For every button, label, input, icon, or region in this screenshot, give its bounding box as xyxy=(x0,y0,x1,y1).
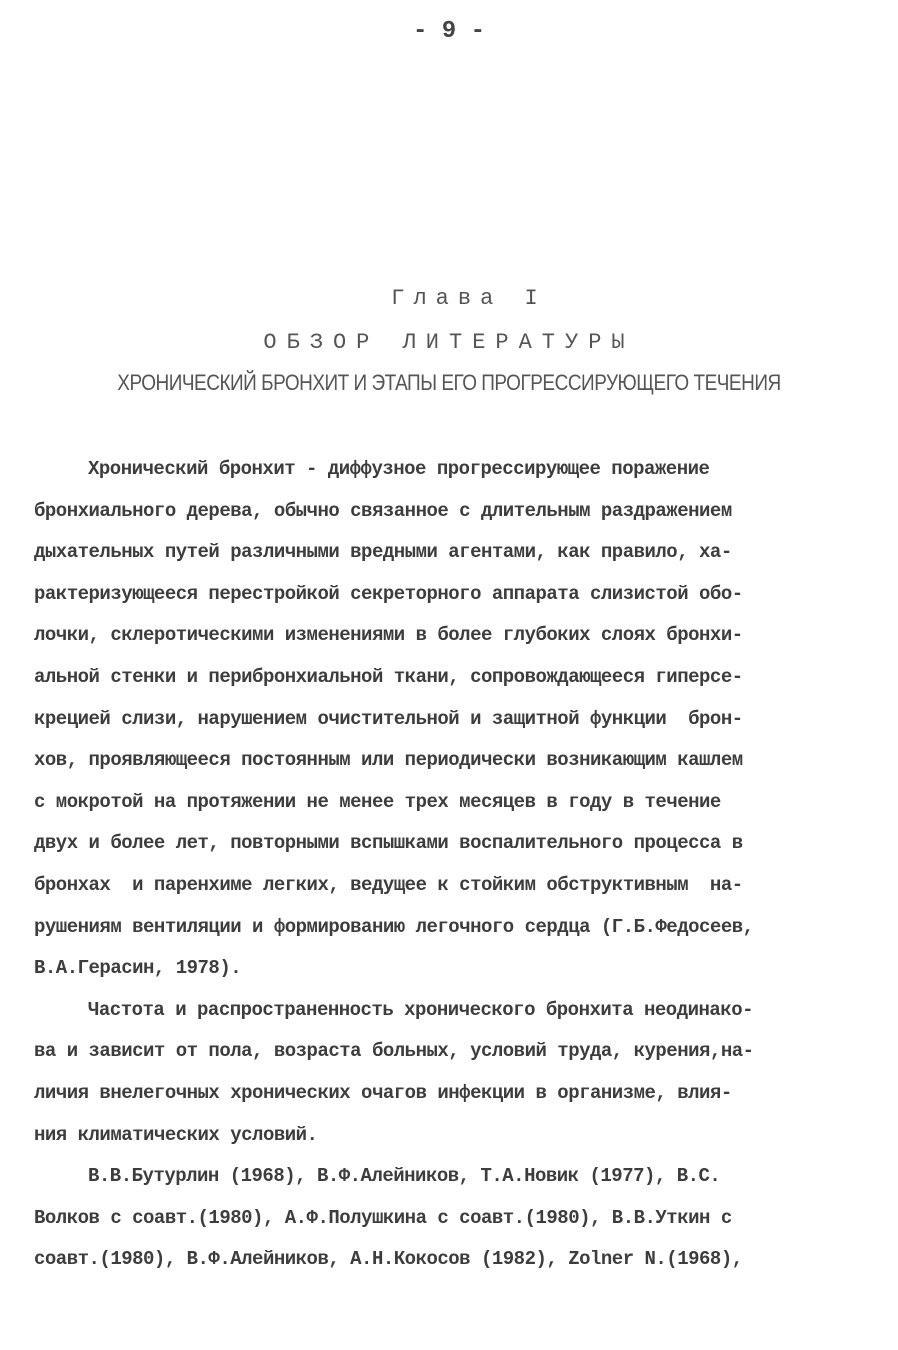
text-line: В.А.Герасин, 1978). xyxy=(34,957,242,980)
chapter-title: Глава I xyxy=(391,286,547,311)
text-line: с мокротой на протяжении не менее трех месяцев в году в течение xyxy=(34,790,721,813)
text-line: В.В.Бутурлин (1968), В.Ф.Алейников, Т.А.Новик (1977), В.С. xyxy=(88,1165,721,1188)
text-line: двух и более лет, повторными вспышками воспалительного процесса в xyxy=(34,832,743,855)
text-line: хов, проявляющееся постоянным или периодически возникающим кашлем xyxy=(34,749,743,772)
text-line: рактеризующееся перестройкой секреторного аппарата слизистой обо- xyxy=(34,582,743,605)
text-line: Частота и распространенность хронического бронхита неодинако- xyxy=(88,998,754,1021)
section-title: ОБЗОР ЛИТЕРАТУРЫ xyxy=(263,330,635,355)
text-line: Хронический бронхит - диффузное прогрессирующее поражение xyxy=(88,458,710,480)
text-line: ния климатических условий. xyxy=(34,1123,318,1146)
page-number: - 9 - xyxy=(412,18,485,45)
text-line: дыхательных путей различными вредными агентами, как правило, ха- xyxy=(34,541,732,564)
text-line: соавт.(1980), В.Ф.Алейников, А.Н.Кокосов (1982), Zolner N.(1968), xyxy=(34,1248,743,1271)
topic-title: ХРОНИЧЕСКИЙ БРОНХИТ И ЭТАПЫ ЕГО ПРОГРЕССИРУЮЩЕГО ТЕЧЕНИЯ xyxy=(117,371,781,396)
text-line: альной стенки и перибронхиальной ткани, сопровождающееся гиперсе- xyxy=(34,665,743,688)
text-line: бронхах и паренхиме легких, ведущее к стойким обструктивным на- xyxy=(34,873,743,896)
text-line: рушениям вентиляции и формированию легочного сердца (Г.Б.Федосеев, xyxy=(34,915,754,938)
text-line: крецией слизи, нарушением очистительной и защитной функции брон- xyxy=(34,707,743,730)
text-line: ва и зависит от пола, возраста больных, условий труда, курения,на- xyxy=(34,1040,754,1063)
text-line: лочки, склеротическими изменениями в более глубоких слоях бронхи- xyxy=(34,624,743,647)
text-line: бронхиального дерева, обычно связанное с длительным раздражением xyxy=(34,499,732,522)
text-line: личия внелегочных хронических очагов инфекции в организме, влия- xyxy=(34,1081,732,1104)
text-line: Волков с соавт.(1980), А.Ф.Полушкина с соавт.(1980), В.В.Уткин с xyxy=(34,1206,732,1229)
body-text xyxy=(34,454,878,1286)
